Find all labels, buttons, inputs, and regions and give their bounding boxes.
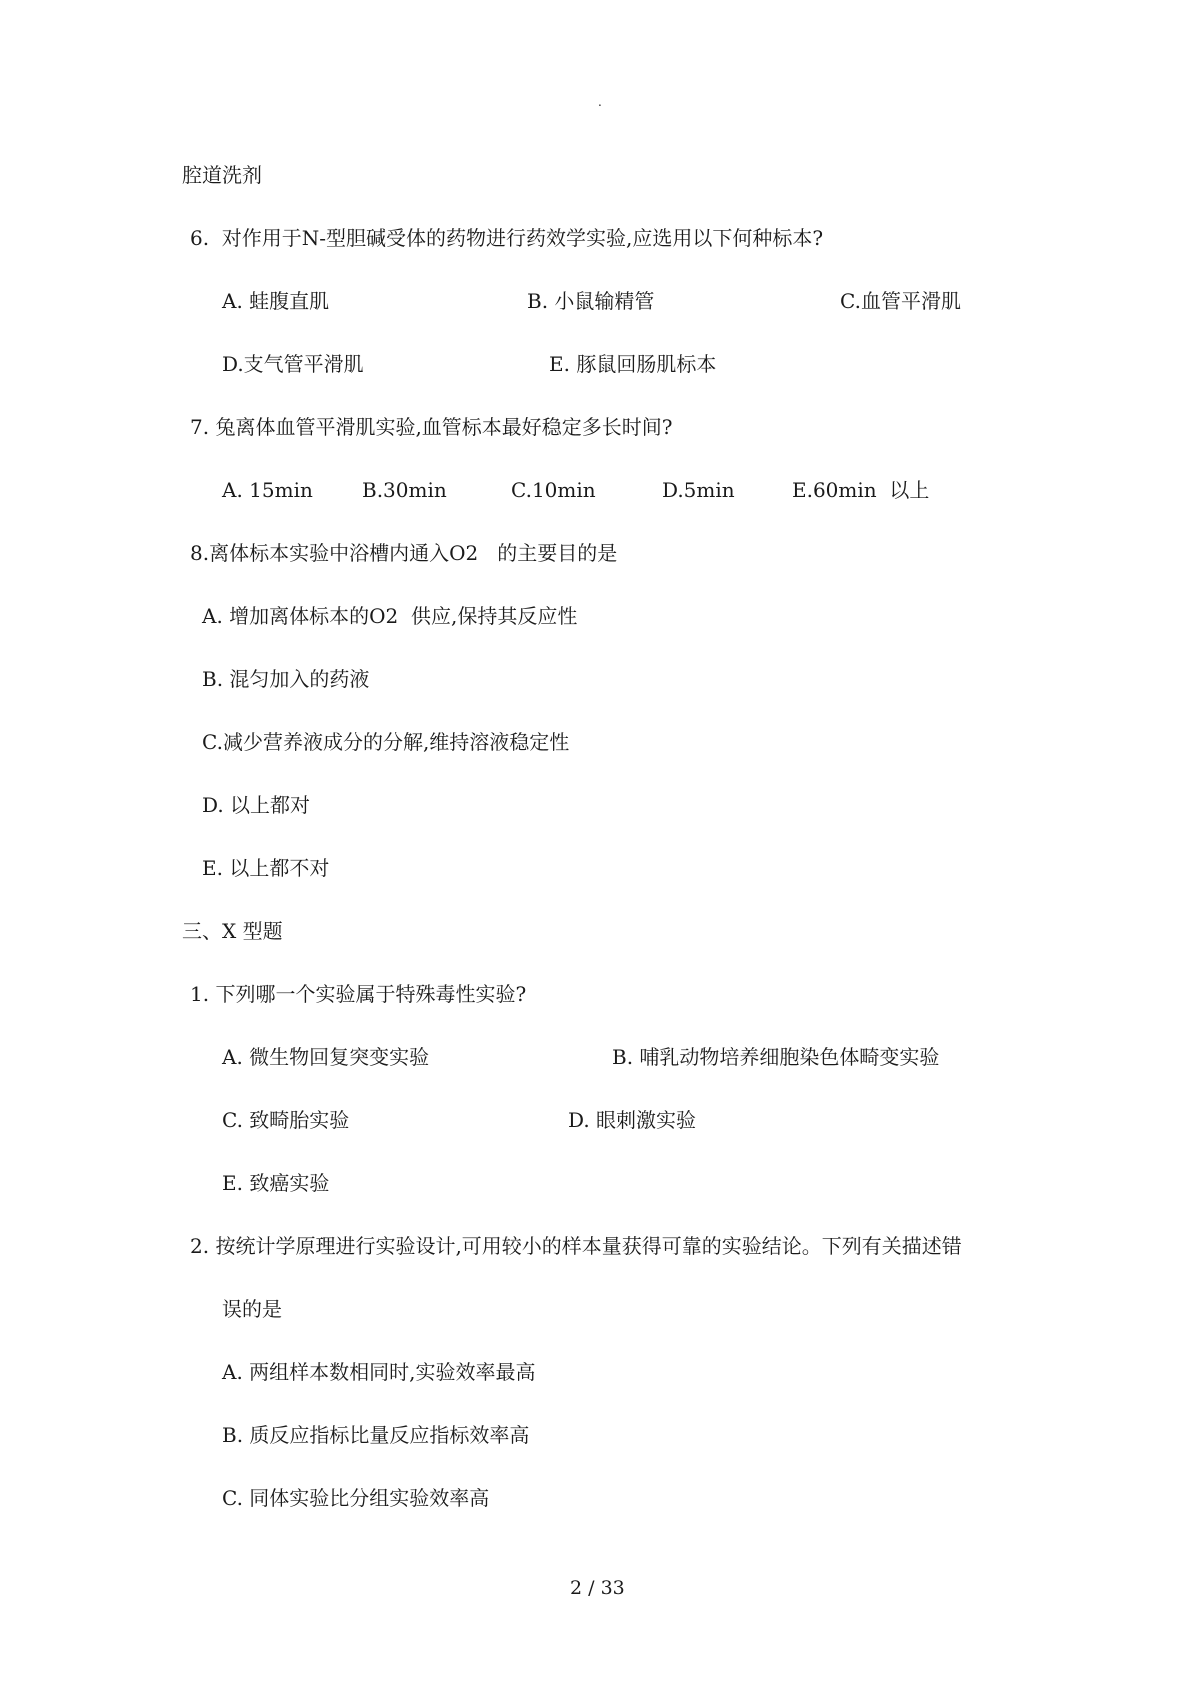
option-8b: B. 混匀加入的药液 (202, 667, 370, 691)
question-x1: 1. 下列哪一个实验属于特殊毒性实验? (190, 982, 527, 1006)
text-line: 腔道洗剂 (182, 163, 262, 187)
option-x1b: B. 哺乳动物培养细胞染色体畸变实验 (612, 1045, 940, 1069)
option-7e: E.60min 以上 (792, 478, 930, 502)
question-8: 8.离体标本实验中浴槽内通入O2 的主要目的是 (190, 541, 618, 565)
option-x1e: E. 致癌实验 (222, 1171, 330, 1195)
question-6: 6. 对作用于N-型胆碱受体的药物进行药效学实验,应选用以下何种标本? (190, 226, 824, 250)
option-7b: B.30min (362, 478, 447, 502)
option-7a: A. 15min (222, 478, 313, 502)
option-8d: D. 以上都对 (202, 793, 311, 817)
option-x2c: C. 同体实验比分组实验效率高 (222, 1486, 490, 1510)
option-6a: A. 蛙腹直肌 (222, 289, 330, 313)
option-x2a: A. 两组样本数相同时,实验效率最高 (222, 1360, 536, 1384)
option-x1a: A. 微生物回复突变实验 (222, 1045, 430, 1069)
option-6c: C.血管平滑肌 (840, 289, 961, 313)
option-8a: A. 增加离体标本的O2 供应,保持其反应性 (202, 604, 578, 628)
question-x2-cont: 误的是 (222, 1297, 282, 1321)
option-6d: D.支气管平滑肌 (222, 352, 364, 376)
page-number: 2 / 33 (570, 1577, 625, 1599)
section-heading: 三、X 型题 (182, 919, 283, 943)
question-7: 7. 兔离体血管平滑肌实验,血管标本最好稳定多长时间? (190, 415, 673, 439)
option-8c: C.减少营养液成分的分解,维持溶液稳定性 (202, 730, 570, 754)
option-7c: C.10min (511, 478, 596, 502)
option-x2b: B. 质反应指标比量反应指标效率高 (222, 1423, 530, 1447)
header-dot: . (598, 95, 602, 109)
option-8e: E. 以上都不对 (202, 856, 330, 880)
option-x1c: C. 致畸胎实验 (222, 1108, 350, 1132)
option-6b: B. 小鼠输精管 (527, 289, 655, 313)
question-x2: 2. 按统计学原理进行实验设计,可用较小的样本量获得可靠的实验结论。下列有关描述错 (190, 1234, 962, 1258)
option-x1d: D. 眼刺激实验 (568, 1108, 697, 1132)
option-6e: E. 豚鼠回肠肌标本 (549, 352, 717, 376)
option-7d: D.5min (662, 478, 735, 502)
